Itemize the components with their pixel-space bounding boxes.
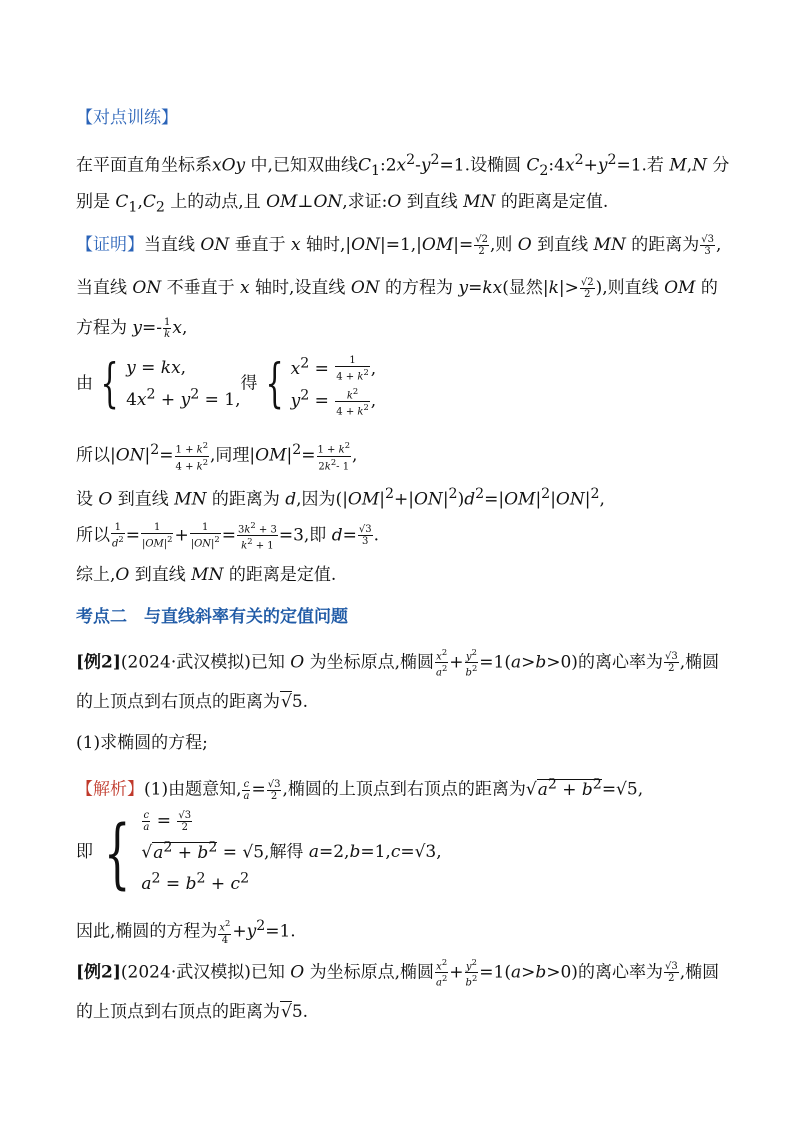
proof-tag: 【证明】 [76,235,144,255]
example1-line1: [例2](2024·武汉模拟)已知 O 为坐标原点,椭圆 $\frac{x^2}{a^2}$ + $\frac{y^2}{b^2}$ =1(a>b>0)的离心率为 $\frac{√3}{2}$ ,椭圆 [76,647,720,679]
proof-line1: 【证明】当直线 ON 垂直于 x 轴时,|ON|=1,|OM|= $\frac{√2}{2}$ ,则 O 到直线 MN 的距离为 $\frac{√3}{3}$ , [76,234,722,257]
example1-line2: 的上顶点到右顶点的距离为√5. [76,692,309,712]
example2-line2: 的上顶点到右顶点的距离为√5. [76,1002,309,1022]
problem1-line1: 在平面直角坐标系xOy 中,已知双曲线$C_1:2x^2-y^2=1$.设椭圆 $C_2:4x^2+y^2=1$.若 M,N 分 [76,152,730,180]
proof-line8: 综上,O 到直线 MN 的距离是定值. [76,565,337,585]
example2-line1: [例2](2024·武汉模拟)已知 O 为坐标原点,椭圆 $\frac{x^2}{a^2}$ + $\frac{y^2}{b^2}$ =1(a>b>0)的离心率为 $\frac{√3}{2}$ ,椭圆 [76,957,720,989]
solution-line1: 【解析】(1)由题意知, $\frac{c}{a}$ = $\frac{√3}{2}$ ,椭圆的上顶点到右顶点的距离为$√a^2 + b^2=√5$, [76,776,644,802]
section2-heading: 考点二 与直线斜率有关的定值问题 [76,607,348,627]
example2-tag: [例2] [76,962,121,983]
proof-line5: 所以$|ON|^2=$ $\frac{1 + k^2}{4 + k^2}$ ,同理$|OM|^2=$ $\frac{1 + k^2}{2k^2- 1}$ , [76,440,358,472]
example1-question1: (1)求椭圆的方程; [76,733,208,753]
proof-system: 由 { y = kx, $4x^2 + y^2 = 1$,得 { $x^2$ = $\frac{1}{4 + k^2}$ , $y^2$ = $\frac{k^2}{4 + k^2}$ , [76,353,377,418]
solution-system: 即 { $\frac{c}{a}$ = $\frac{√3}{2}$ $√a^2 + b^2 = √5$, $a^2 = b^2 + c^2$解得 a=2,b=1,c=√3, [76,807,442,897]
solution-tag: 【解析】 [76,779,144,800]
proof-line6: 设 O 到直线 MN 的距离为 d,因为$(|OM|^2+|ON|^2)d^2=|OM|^2|ON|^2$, [76,486,605,510]
solution-line3: 因此,椭圆的方程为 $\frac{x^2}{4}$ $+y^2=1$. [76,918,296,946]
training-heading: 【对点训练】 [76,108,178,128]
example1-tag: [例2] [76,652,121,673]
proof-line2: 当直线 ON 不垂直于 x 轴时,设直线 ON 的方程为 y=kx(显然|k|> $\frac{√2}{2}$ ),则直线 OM 的 [76,277,718,300]
problem1-line2: 别是 $C_1,C_2$ 上的动点,且 OM⊥ON,求证:O 到直线 MN 的距离是定值. [76,192,609,216]
proof-line7: 所以 $\frac{1}{d^2}$ = $\frac{1}{|OM|^2}$ + $\frac{1}{|ON|^2}$ = $\frac{3k^2 + 3}{k^2 + 1}$ =3,即 d= $\frac{√3}{3}$ . [76,520,379,552]
proof-line3: 方程为 y=- $\frac{1}{k}$ x, [76,317,188,340]
